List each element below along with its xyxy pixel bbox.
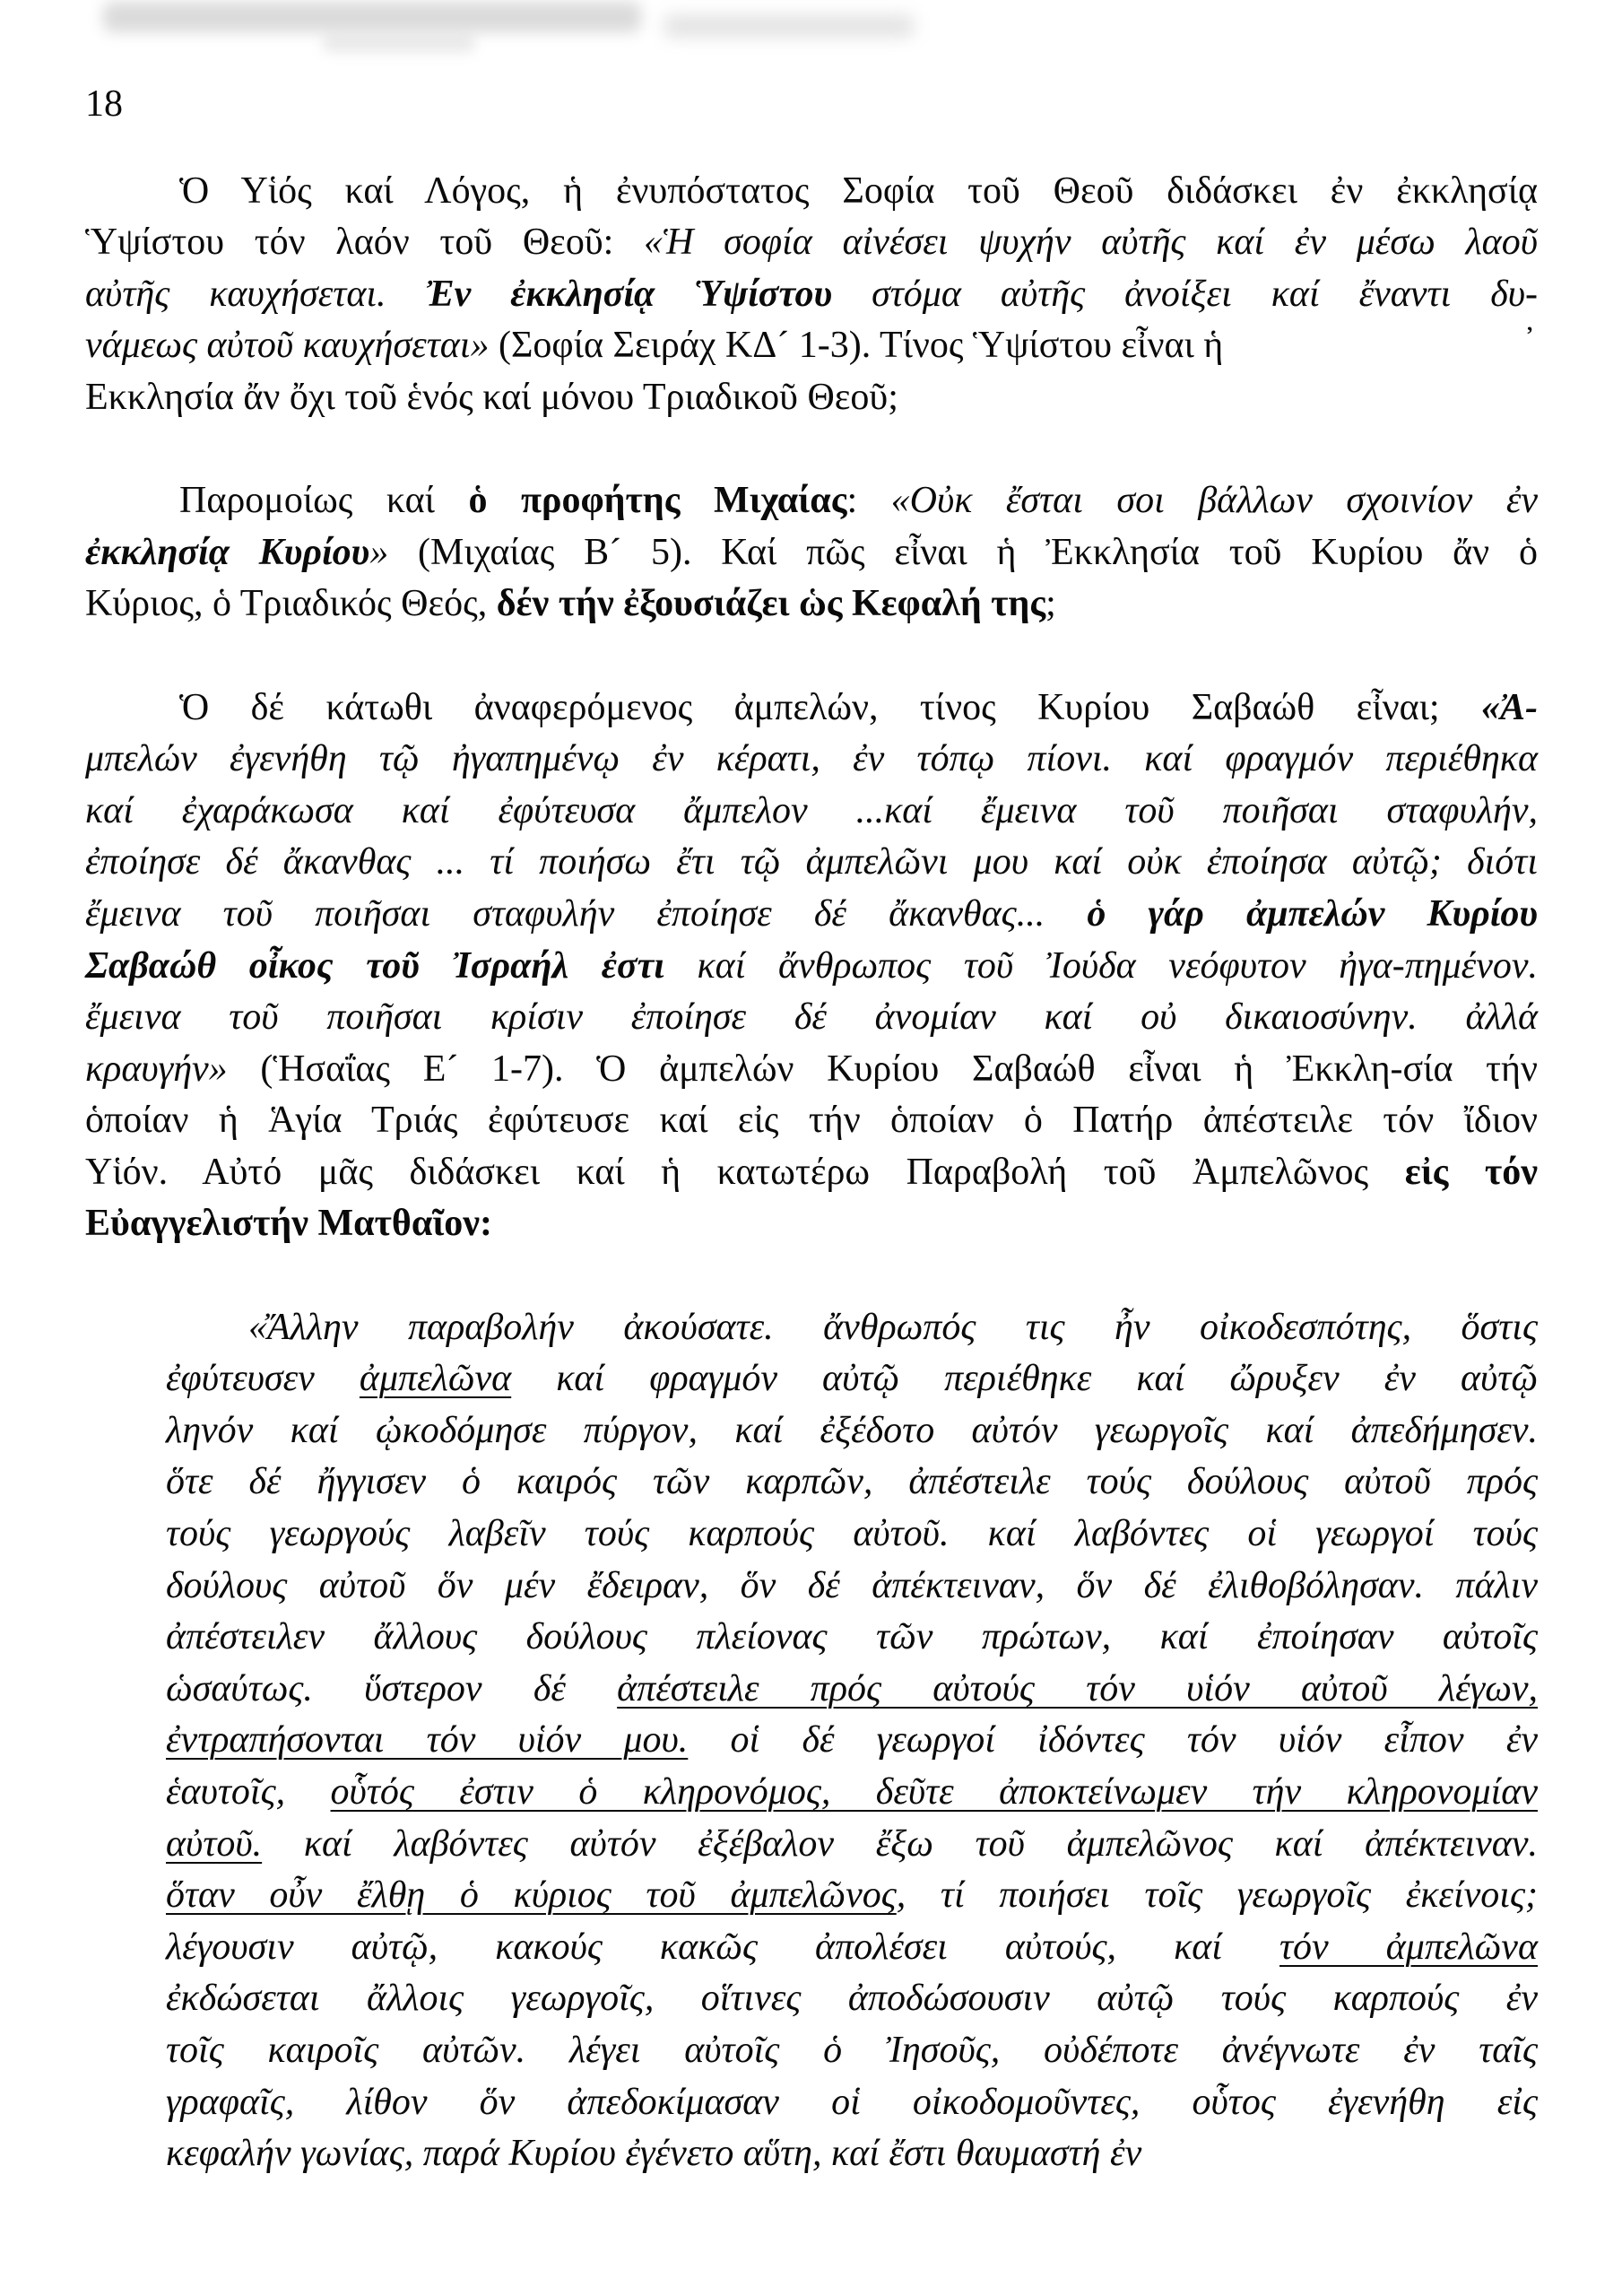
- text-segment: ὁ γάρ ἀμπελών Κυρίου: [1087, 892, 1538, 935]
- text-segment: «Ἀ-: [1481, 686, 1538, 728]
- text-line: [166, 2128, 1538, 2180]
- text-segment: (Ἡσαΐας Ε´ 1-7). Ὁ ἀμπελών Κυρίου Σαβαώθ εἶναι ἡ Ἐκκλη-σία τήν: [227, 1048, 1538, 1090]
- text-segment: τούς γεωργούς λαβεῖν τούς καρπούς αὐτοῦ. καί λαβόντες οἱ γεωργοί τούς: [166, 1513, 1538, 1555]
- text-line: [166, 1664, 1538, 1716]
- text-segment: οἱ δέ γεωργοί ἰδόντες τόν υἱόν εἶπον ἐν: [688, 1719, 1539, 1761]
- text-line: [85, 1198, 1538, 1250]
- text-line: [166, 1405, 1538, 1457]
- text-segment: Ὁ δέ κάτωθι ἀναφερόμενος ἀμπελών, τίνος Κυρίου Σαβαώθ εἶναι;: [179, 686, 1481, 728]
- text-segment: ὅτε δέ ἤγγισεν ὁ καιρός τῶν καρπῶν, ἀπέστειλε τούς δούλους αὐτοῦ πρός: [166, 1461, 1538, 1503]
- text-line: [85, 734, 1538, 786]
- text-line: [85, 992, 1538, 1044]
- text-line: [85, 1147, 1538, 1199]
- text-segment: ἐποίησε δέ ἄκανθας ... τί ποιήσω ἔτι τῷ ἀμπελῶνι μου καί οὐκ ἐποίησα αὐτῷ; διότι: [85, 841, 1538, 883]
- text-segment: καί ἐχαράκωσα καί ἐφύτευσα ἄμπελον ...καί ἔμεινα τοῦ ποιῆσαι σταφυλήν,: [85, 789, 1538, 831]
- orphan-breathing-mark: ᾽: [1523, 321, 1536, 363]
- text-segment: γραφαῖς, λίθον ὅν ἀπεδοκίμασαν οἱ οἰκοδομοῦντες, οὗτος ἐγενήθη εἰς: [166, 2081, 1538, 2123]
- text-segment: ἔμεινα τοῦ ποιῆσαι κρίσιν ἐποίησε δέ ἀνομίαν καί οὐ δικαιοσύνην. ἀλλά: [85, 996, 1538, 1039]
- text-segment: τόν ἀμπελῶνα: [1279, 1926, 1538, 1968]
- text-line: [166, 1612, 1538, 1664]
- text-segment: , τί ποιήσει τοῖς γεωργοῖς ἐκείνοις;: [896, 1874, 1538, 1917]
- text-line: [85, 269, 1538, 321]
- text-line: [166, 1715, 1538, 1767]
- text-segment: ;: [1045, 583, 1056, 625]
- text-segment: ἔμεινα τοῦ ποιῆσαι σταφυλήν ἐποίησε δέ ἄκανθας...: [85, 892, 1088, 935]
- text-segment: μπελών ἐγενήθη τῷ ἠγαπημένῳ ἐν κέρατι, ἐν τόπῳ πίονι. καί φραγμόν περιέθηκα: [85, 738, 1538, 780]
- text-segment: Εκκλησία ἄν ὄχι τοῦ ἑνός καί μόνου Τριαδικοῦ Θεοῦ;: [85, 376, 898, 418]
- text-line: [166, 1561, 1538, 1613]
- text-segment: «Ἡ σοφία αἰνέσει ψυχήν αὐτῆς καί ἐν μέσω λαοῦ: [644, 222, 1538, 264]
- text-segment: κεφαλήν γωνίας, παρά Κυρίου ἐγένετο αὕτη, καί ἔστι θαυμαστή ἐν: [166, 2133, 1142, 2175]
- text-segment: Υἱόν. Αὐτό μᾶς διδάσκει καί ἡ κατωτέρω Παραβολή τοῦ Ἀμπελῶνος: [85, 1151, 1405, 1193]
- text-segment: ἐκκλησίᾳ Κυρίου: [85, 531, 370, 573]
- text-segment: (Μιχαίας Β´ 5). Καί πῶς εἶναι ἡ Ἐκκλησία τοῦ Κυρίου ἄν ὁ: [388, 531, 1538, 573]
- text-line: [166, 1767, 1538, 1819]
- text-line: [166, 1302, 1538, 1354]
- paragraph: [85, 475, 1538, 631]
- text-line: [166, 1457, 1538, 1509]
- text-segment: στόμα αὐτῆς ἀνοίξει καί ἔναντι δυ-: [872, 273, 1538, 315]
- text-segment: Ὁ Υἱός καί Λόγος, ἡ ἐνυπόστατος Σοφία τοῦ Θεοῦ διδάσκει ἐν ἐκκλησίᾳ: [179, 170, 1538, 212]
- text-segment: δούλους αὐτοῦ ὅν μέν ἔδειραν, ὅν δέ ἀπέκτειναν, ὅν δέ ἐλιθοβόλησαν. πάλιν: [166, 1564, 1538, 1606]
- text-segment: τοῖς καιροῖς αὐτῶν. λέγει αὐτοῖς ὁ Ἰησοῦς, οὐδέποτε ἀνέγνωτε ἐν ταῖς: [166, 2029, 1538, 2071]
- text-segment: ἀπέστειλε πρός αὐτούς τόν υἱόν αὐτοῦ λέγων,: [617, 1667, 1538, 1709]
- text-line: [166, 1922, 1538, 1974]
- text-segment: ἐφύτευσεν: [166, 1358, 360, 1400]
- text-segment: νάμεως αὐτοῦ καυχήσεται»: [85, 325, 490, 367]
- text-segment: Κύριος, ὁ Τριαδικός Θεός,: [85, 583, 497, 625]
- text-line: [166, 1819, 1538, 1871]
- text-line: [166, 2025, 1538, 2077]
- text-segment: »: [369, 531, 389, 573]
- text-line: [85, 837, 1538, 889]
- text-segment: αὐτῆς καυχήσεται.: [85, 273, 426, 315]
- text-segment: Παρομοίως καί: [179, 480, 469, 522]
- text-line: [166, 2077, 1538, 2129]
- text-segment: :: [846, 480, 891, 522]
- text-segment: καί λαβόντες αὐτόν ἐξέβαλον ἔξω τοῦ ἀμπελῶνος καί ἀπέκτειναν.: [262, 1822, 1538, 1865]
- text-line: [85, 527, 1538, 579]
- text-segment: Ὑψίστου τόν λαόν τοῦ Θεοῦ:: [85, 222, 645, 264]
- text-segment: εἰς τόν: [1404, 1151, 1538, 1193]
- text-segment: Σαβαώθ οἶκος τοῦ Ἰσραήλ ἐστι: [85, 944, 698, 987]
- text-segment: «Ἄλλην παραβολήν ἀκούσατε. ἄνθρωπός τις ἦν οἰκοδεσπότης, ὅστις: [248, 1306, 1538, 1348]
- paragraph: [85, 166, 1538, 424]
- text-segment: ὅταν οὖν ἔλθῃ ὁ κύριος τοῦ ἀμπελῶνος: [166, 1874, 897, 1917]
- text-segment: ληνόν καί ᾠκοδόμησε πύργον, καί ἐξέδοτο αὐτόν γεωργοῖς καί ἀπεδήμησεν.: [166, 1409, 1538, 1451]
- text-segment: οὗτός ἐστιν ὁ κληρονόμος, δεῦτε ἀποκτείνωμεν τήν κληρονομίαν: [330, 1771, 1538, 1813]
- text-line: [166, 1870, 1538, 1922]
- text-segment: καί ἄνθρωπος τοῦ Ἰούδα νεόφυτον ἠγα-πημένον.: [697, 944, 1538, 987]
- text-segment: Ἐν ἐκκλησίᾳ Ὑψίστου: [425, 273, 872, 315]
- text-line: [85, 578, 1538, 631]
- page-number: 18: [85, 83, 123, 125]
- text-line: [85, 217, 1538, 269]
- text-line: [85, 889, 1538, 941]
- scan-artifact: [103, 2, 641, 32]
- text-column: [85, 79, 1538, 2180]
- text-line: [85, 372, 1538, 424]
- document-body: [85, 166, 1538, 2180]
- text-line: [85, 941, 1538, 993]
- text-segment: ἑαυτοῖς,: [166, 1771, 331, 1813]
- text-segment: ἀπέστειλεν ἄλλους δούλους πλείονας τῶν πρώτων, καί ἐποίησαν αὐτοῖς: [166, 1616, 1538, 1658]
- text-segment: Εὐαγγελιστήν Ματθαῖον:: [85, 1203, 493, 1245]
- text-segment: ἐκδώσεται ἄλλοις γεωργοῖς, οἵτινες ἀποδώσουσιν αὐτῷ τούς καρπούς ἐν: [166, 1978, 1538, 2020]
- text-segment: (Σοφία Σειράχ ΚΔ´ 1-3). Τίνος Ὑψίστου εἶναι ἡ: [489, 325, 1224, 367]
- scan-artifact: [323, 36, 475, 52]
- text-segment: «Οὐκ ἔσται σοι βάλλων σχοινίον ἐν: [890, 480, 1539, 522]
- text-line: [85, 320, 1538, 372]
- text-line: [85, 1095, 1538, 1147]
- text-line: [85, 475, 1538, 527]
- text-line: [85, 683, 1538, 735]
- text-segment: αὐτοῦ.: [166, 1822, 263, 1865]
- text-line: [166, 1973, 1538, 2025]
- scan-artifact: [664, 14, 915, 38]
- text-segment: λέγουσιν αὐτῷ, κακούς κακῶς ἀπολέσει αὐτούς, καί: [166, 1926, 1280, 1968]
- text-segment: ἐντραπήσονται τόν υἱόν μου.: [166, 1719, 689, 1761]
- text-segment: κραυγήν»: [85, 1048, 228, 1090]
- text-segment: ὁποίαν ἡ Ἁγία Τριάς ἐφύτευσε καί εἰς τήν ὁποίαν ὁ Πατήρ ἀπέστειλε τόν ἴδιον: [85, 1100, 1538, 1142]
- text-segment: δέν τήν ἐξουσιάζει ὡς Κεφαλή της: [496, 583, 1046, 625]
- text-line: [85, 1044, 1538, 1096]
- paragraph: [85, 683, 1538, 1251]
- text-line: [85, 786, 1538, 838]
- text-segment: καί φραγμόν αὐτῷ περιέθηκε καί ὤρυξεν ἐν αὐτῷ: [511, 1358, 1538, 1400]
- block-quote: [166, 1302, 1538, 2180]
- text-line: [166, 1509, 1538, 1561]
- text-segment: ἀμπελῶνα: [359, 1358, 512, 1400]
- text-segment: ὁ προφήτης Μιχαίας: [468, 480, 847, 522]
- text-line: [85, 166, 1538, 218]
- text-segment: ὡσαύτως. ὕστερον δέ: [166, 1667, 618, 1709]
- text-line: [166, 1353, 1538, 1405]
